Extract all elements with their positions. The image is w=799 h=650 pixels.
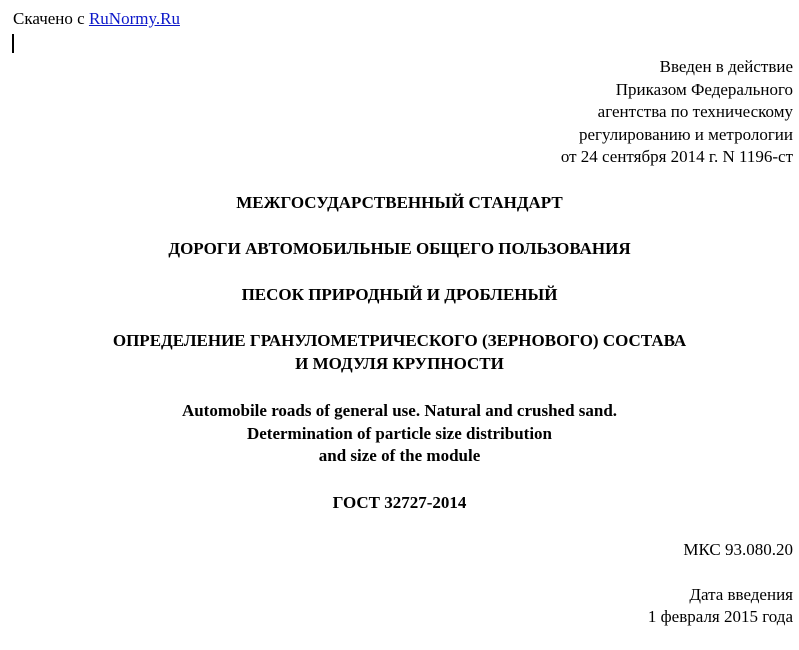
source-line — [13, 8, 180, 30]
introduction-line: Приказом Федерального — [615, 79, 793, 99]
title-text-2: ПЕСОК ПРИРОДНЫЙ И ДРОБЛЕНЫЙ — [241, 285, 558, 304]
title-text-3a: ОПРЕДЕЛЕНИЕ ГРАНУЛОМЕТРИЧЕСКОГО (ЗЕРНОВОГО) СОСТАВА — [112, 331, 687, 350]
introduction-line: регулированию и метрологии — [578, 124, 793, 144]
title-text-3b: И МОДУЛЯ КРУПНОСТИ — [295, 353, 504, 373]
effective-date-value: 1 февраля 2015 года — [647, 607, 793, 626]
effective-date-label: Дата введения — [689, 585, 793, 604]
english-title-heading — [0, 400, 799, 468]
english-title-line-3: and size of the module — [318, 446, 481, 465]
title-heading-3 — [0, 330, 799, 375]
english-title-line-1: Automobile roads of general use. Natural and crushed sand. — [181, 401, 618, 420]
gost-number-heading — [0, 492, 799, 515]
introduction-line: агентства по техническому — [597, 102, 793, 121]
english-title-line-2: Determination of particle size distribution — [246, 423, 552, 443]
title-text-1: ДОРОГИ АВТОМОБИЛЬНЫЕ ОБЩЕГО ПОЛЬЗОВАНИЯ — [168, 239, 631, 258]
source-link[interactable]: RuNormy.Ru — [88, 9, 180, 28]
title-heading-2 — [0, 284, 799, 307]
source-prefix: Скачено с — [13, 9, 89, 28]
title-heading-1 — [0, 238, 799, 261]
introduction-line: Введен в действие — [659, 57, 793, 76]
introduction-line: от 24 сентября 2014 г. N 1196-ст — [560, 147, 793, 166]
standard-type-text: МЕЖГОСУДАРСТВЕННЫЙ СТАНДАРТ — [236, 193, 563, 212]
standard-type-heading — [0, 192, 799, 215]
text-cursor — [12, 34, 14, 53]
gost-number-text: ГОСТ 32727-2014 — [332, 493, 467, 512]
mks-classification: МКС 93.080.20 — [683, 540, 793, 559]
introduction-block — [561, 56, 793, 169]
